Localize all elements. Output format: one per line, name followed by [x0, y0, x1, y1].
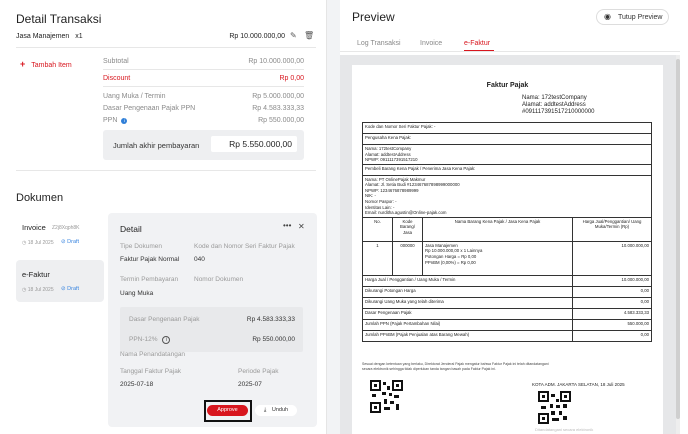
row-discount: Potongan Harga = Rp 0,00 [425, 253, 477, 259]
plus-icon: + [20, 59, 26, 69]
ppn-detail-value: Rp 550.000,00 [252, 336, 295, 343]
total-box [103, 130, 304, 160]
page-title: Detail Transaksi [16, 12, 102, 26]
faktur-heading: Faktur Pajak [486, 82, 529, 89]
documents-title: Dokumen [16, 192, 64, 204]
note-line-1: Sesuai dengan ketentuan yang berlaku, Direktorat Jenderal Pajak mengatur bahwa Faktur Pajak ini telah ditandatangani [362, 362, 549, 366]
dpp-detail-value: Rp 4.583.333,33 [246, 316, 295, 323]
buyer-address: Alamat: Jl. Setia Budi #123467687898999000000 [365, 182, 460, 188]
pdf-viewer[interactable] [340, 55, 680, 434]
close-icon[interactable]: ✕ [298, 222, 305, 231]
close-preview-label: Tutup Preview [618, 14, 663, 21]
divider [16, 47, 316, 48]
sum-label: Dasar Pengenaan Pajak [363, 308, 573, 319]
tipe-value: Faktur Pajak Normal [120, 256, 180, 263]
penandatangan-label: Nama Penandatangan [120, 351, 186, 358]
detail-title: Detail [120, 224, 142, 234]
row-qty: Rp 10.000.000,00 x 1 Lainnya [425, 248, 483, 254]
subtotal-value: Rp 10.000.000,00 [248, 58, 304, 65]
sum-value: 4.583.333,33 [573, 308, 652, 319]
kode-value: 040 [194, 256, 205, 263]
buyer-passport: Nomor Paspor: - [365, 199, 397, 205]
sum-label: Jumlah PPnBM (Pajak Penjualan atas Barang Mewah) [363, 330, 573, 341]
edit-icon[interactable]: ✎ [290, 31, 297, 40]
approve-button[interactable]: Approve [207, 405, 248, 416]
download-icon: ⤓ [263, 407, 267, 413]
row-harga: 10.000.000,00 [573, 241, 652, 275]
dpp-label: Dasar Pengenaan Pajak PPN [103, 105, 196, 112]
faktur-table [362, 122, 652, 342]
sum-label: Dikurangi Potongan Harga [363, 286, 573, 297]
more-icon[interactable]: ••• [283, 221, 292, 230]
buyer-email: Email: nurditha.agustin@Online-pajak.com [365, 210, 447, 216]
doc-date: ◷ 18 Jul 2025 [22, 240, 54, 246]
sum-value: 550.000,00 [573, 319, 652, 330]
trash-icon[interactable]: 🗑 [304, 31, 315, 40]
dp-value: Rp 5.000.000,00 [252, 93, 304, 100]
info-icon[interactable]: i [121, 118, 127, 124]
buyer-details [363, 175, 652, 217]
ppn-label [103, 117, 127, 124]
item-price: Rp 10.000.000,00 [229, 33, 285, 40]
divider [340, 51, 680, 52]
row-no: 1 [363, 241, 393, 275]
periode-label: Periode Pajak [238, 368, 279, 375]
sum-value: 0,00 [573, 330, 652, 341]
add-item-label: Tambah Item [31, 62, 72, 69]
doc-date-text: 18 Jul 2025 [27, 287, 54, 293]
tgl-value: 2025-07-18 [120, 381, 154, 388]
status-text: Draft [67, 239, 80, 245]
detail-panel [108, 213, 317, 427]
kode-label: Kode dan Nomor Seri Faktur Pajak [194, 243, 295, 250]
tab-efaktur[interactable]: e-Faktur [464, 40, 491, 47]
sum-value: 0,00 [573, 297, 652, 308]
sum-label: Dikurangi Uang Muka yang telah diterima [363, 297, 573, 308]
buyer-nik: NIK: - [365, 193, 376, 199]
item-name [16, 33, 83, 40]
tgl-label: Tanggal Faktur Pajak [120, 368, 182, 375]
doc-title: Invoice [22, 223, 46, 232]
total-label: Jumlah akhir pembayaran [113, 141, 200, 150]
ppn-value: Rp 550.000,00 [258, 117, 304, 124]
row-kode: 000000 [393, 241, 423, 275]
pkp-details [363, 145, 652, 165]
status-text: Draft [67, 286, 80, 292]
doc-date: ◷ 18 Jul 2025 [22, 287, 54, 293]
total-value: Rp 5.550.000,00 [211, 136, 297, 152]
nomor-label: Nomor Dokumen [194, 276, 244, 283]
pkp-npwp: NPWP: 0911117391517210 [365, 157, 418, 163]
discount-value: Rp 0,00 [279, 75, 304, 82]
company-number: #091117391517210000000 [522, 109, 595, 115]
pkp-name: Nama: 172testCompany [365, 146, 412, 151]
doc-code: Z2j8Xqph8K [52, 225, 80, 231]
pembeli-row: Pembeli Barang Kena Pajak / Penerima Jasa Kena Pajak: [363, 164, 652, 175]
doc-title: e-Faktur [22, 270, 50, 279]
col-kode: Kode Barang/ Jasa [393, 217, 423, 241]
scrollbar[interactable] [676, 55, 680, 434]
kode-row: Kode dan Nomor Seri Faktur Pajak: - [363, 123, 652, 134]
divider [103, 69, 304, 70]
periode-value: 2025-07 [238, 381, 262, 388]
ppn-detail-label [129, 336, 170, 344]
ppn-label-text: PPN [103, 117, 118, 124]
doc-date-text: 18 Jul 2025 [27, 240, 54, 246]
termin-label: Termin Pembayaran [120, 276, 179, 283]
subtotal-label: Subtotal [103, 58, 129, 65]
tab-invoice[interactable]: Invoice [420, 40, 443, 47]
qr-code-left [370, 380, 403, 413]
dp-label: Uang Muka / Termin [103, 93, 166, 100]
row-nama [423, 241, 573, 275]
item-name-text: Jasa Manajemen [16, 33, 70, 40]
company-address: Alamat: addtestAddress [522, 102, 586, 108]
col-nama: Nama Barang Kena Pajak / Jasa Kena Pajak [423, 217, 573, 241]
download-label: Unduh [271, 407, 289, 413]
transaction-panel [0, 0, 327, 434]
scrollbar-thumb[interactable] [676, 59, 680, 419]
dpp-value: Rp 4.583.333,33 [252, 105, 304, 112]
col-no: No. [363, 217, 393, 241]
qr-code-right [538, 391, 571, 424]
city-date: KOTA ADM. JAKARTA SELATAN, 18 Juli 2025 [532, 382, 625, 387]
status-badge: ⊘ Draft [61, 286, 80, 292]
dpp-detail-label: Dasar Pengenaan Pajak [129, 316, 200, 323]
note-line-2: secara elektronik sehingga tidak diperlukan tanda tangan basah pada Faktur Pajak ini. [362, 367, 496, 371]
sum-label: Harga Jual / Penggantian / Uang Muka / Termin [363, 275, 573, 286]
buyer-name: Nama: PT OnlinePajak Makmur [365, 176, 426, 182]
pengusaha-row: Pengusaha Kena Pajak: [363, 134, 652, 145]
sum-value: 10.000.000,00 [573, 275, 652, 286]
download-button[interactable] [255, 405, 297, 416]
sum-label: Jumlah PPN (Pajak Pertambahan Nilai) [363, 319, 573, 330]
company-name: Nama: 172testCompany [522, 95, 587, 101]
close-preview-button[interactable] [596, 9, 669, 25]
item-qty: x1 [75, 33, 83, 40]
buyer-npwp: NPWP: 1234676878989999 [365, 187, 419, 193]
tipe-label: Tipe Dokumen [120, 243, 163, 250]
pkp-address: Alamat: addtestAddress [365, 151, 411, 157]
divider [103, 86, 304, 87]
divider [16, 170, 316, 171]
col-harga: Harga Jual/Penggantian/ Uang Muka/Termin (Rp) [573, 217, 652, 241]
preview-title: Preview [352, 10, 395, 24]
row-ppnbm: PPnBM (0,00%) = Rp 0,00 [425, 259, 476, 265]
discount-label: Discount [103, 75, 131, 82]
add-item-button[interactable] [20, 59, 72, 69]
buyer-identity: Identitas Lain: - [365, 204, 395, 210]
ppn-detail-text: PPN-12% [129, 336, 158, 343]
row-item: Jasa Manajemen [425, 242, 458, 248]
sum-value: 0,00 [573, 286, 652, 297]
doc-item-efaktur[interactable] [16, 260, 104, 302]
info-icon[interactable]: i [162, 336, 170, 344]
faktur-page [352, 65, 663, 434]
tax-box [120, 307, 303, 352]
doc-item-invoice[interactable] [16, 217, 104, 255]
tab-log-transaksi[interactable]: Log Transaksi [357, 40, 401, 47]
signed-text: Ditandatangani secara elektronik [535, 427, 594, 432]
termin-value: Uang Muka [120, 290, 154, 297]
status-badge: ⊘ Draft [61, 239, 80, 245]
eye-icon: ◉ [604, 12, 611, 21]
